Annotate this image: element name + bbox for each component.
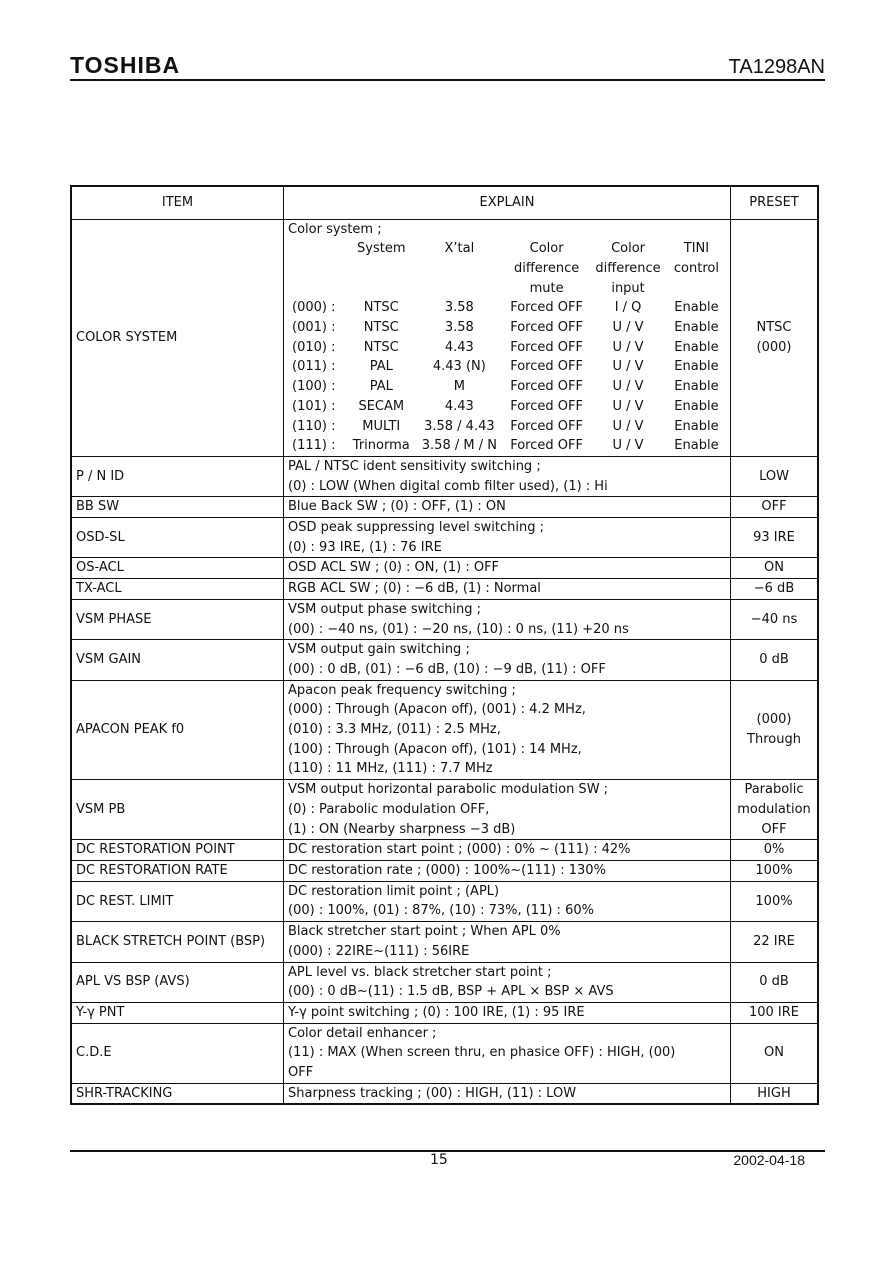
explain-line: VSM output phase switching ; bbox=[288, 601, 481, 617]
explain-line: (000) : Through (Apacon off), (001) : 4.2 MHz, bbox=[288, 702, 586, 718]
explain-line: DC restoration start point ; (000) : 0% ~ (111) : 42% bbox=[288, 842, 631, 858]
preset-cell bbox=[731, 456, 819, 496]
color-system-cell: 4.43 bbox=[444, 339, 474, 355]
color-system-cell: (101) : bbox=[292, 398, 336, 414]
color-system-row bbox=[288, 377, 726, 397]
preset-cell bbox=[731, 1083, 819, 1104]
color-system-cell: Forced OFF bbox=[510, 300, 583, 316]
color-system-cell: input bbox=[611, 280, 645, 296]
color-system-cell: U / V bbox=[612, 379, 644, 395]
explain-cell bbox=[284, 518, 731, 558]
table-row bbox=[71, 497, 818, 518]
color-system-cell: 3.58 / 4.43 bbox=[424, 418, 495, 434]
item-cell: DC RESTORATION RATE bbox=[71, 861, 284, 882]
color-system-cell: (111) : bbox=[292, 438, 336, 454]
preset-line: 100% bbox=[755, 893, 793, 909]
color-system-cell: Enable bbox=[674, 359, 719, 375]
color-system-cell: Forced OFF bbox=[510, 320, 583, 336]
preset-cell bbox=[731, 497, 819, 518]
color-system-row bbox=[288, 318, 726, 338]
color-system-cell: Enable bbox=[674, 320, 719, 336]
color-system-cell: (000) : bbox=[292, 300, 336, 316]
header-explain: EXPLAIN bbox=[284, 186, 731, 219]
explain-line: (11) : MAX (When screen thru, en phasice OFF) : HIGH, (00) bbox=[288, 1045, 676, 1061]
explain-cell bbox=[284, 599, 731, 639]
explain-cell bbox=[284, 1023, 731, 1083]
color-system-cell bbox=[288, 259, 348, 279]
color-system-subtable bbox=[288, 239, 726, 456]
explain-line: (110) : 11 MHz, (111) : 7.7 MHz bbox=[288, 761, 493, 777]
color-system-row bbox=[288, 279, 726, 299]
explain-line: Sharpness tracking ; (00) : HIGH, (11) : LOW bbox=[288, 1085, 577, 1101]
color-system-cell: Forced OFF bbox=[510, 438, 583, 454]
table-row bbox=[71, 640, 818, 680]
color-system-cell: Enable bbox=[674, 438, 719, 454]
color-system-cell bbox=[288, 279, 348, 299]
explain-line: (00) : 0 dB~(11) : 1.5 dB, BSP + APL × BSP × AVS bbox=[288, 984, 614, 1000]
color-system-cell: PAL bbox=[369, 359, 393, 375]
item-cell: VSM PHASE bbox=[71, 599, 284, 639]
explain-line: Blue Back SW ; (0) : OFF, (1) : ON bbox=[288, 499, 506, 515]
color-system-cell: (100) : bbox=[292, 379, 336, 395]
color-system-cell: Forced OFF bbox=[510, 359, 583, 375]
color-system-row bbox=[288, 239, 726, 259]
header-item: ITEM bbox=[71, 186, 284, 219]
color-system-cell: Trinorma bbox=[352, 438, 410, 454]
color-system-cell: X’tal bbox=[444, 241, 475, 257]
preset-line: modulation bbox=[737, 801, 811, 817]
item-cell: APACON PEAK f0 bbox=[71, 680, 284, 780]
explain-cell bbox=[284, 579, 731, 600]
color-system-cell: Forced OFF bbox=[510, 398, 583, 414]
explain-line: Color system ; bbox=[288, 221, 382, 237]
explain-line: Color detail enhancer ; bbox=[288, 1025, 437, 1041]
preset-line: HIGH bbox=[757, 1085, 791, 1101]
color-system-cell bbox=[348, 259, 415, 279]
explain-line: RGB ACL SW ; (0) : −6 dB, (1) : Normal bbox=[288, 581, 541, 597]
color-system-cell: U / V bbox=[612, 398, 644, 414]
preset-line: 100 IRE bbox=[748, 1004, 800, 1020]
color-system-cell: 3.58 bbox=[444, 320, 474, 336]
explain-line: PAL / NTSC ident sensitivity switching ; bbox=[288, 458, 541, 474]
header-preset: PRESET bbox=[731, 186, 819, 219]
explain-line: (100) : Through (Apacon off), (101) : 14 MHz, bbox=[288, 741, 582, 757]
explain-cell bbox=[284, 861, 731, 882]
preset-cell bbox=[731, 962, 819, 1002]
explain-line: (00) : −40 ns, (01) : −20 ns, (10) : 0 ns, (11) +20 ns bbox=[288, 621, 629, 637]
explain-cell bbox=[284, 881, 731, 921]
preset-line: 93 IRE bbox=[753, 529, 795, 545]
preset-line: Parabolic bbox=[744, 782, 804, 798]
color-system-cell: Enable bbox=[674, 339, 719, 355]
table-row bbox=[71, 456, 818, 496]
explain-cell bbox=[284, 1002, 731, 1023]
table-row bbox=[71, 518, 818, 558]
preset-cell bbox=[731, 780, 819, 840]
color-system-cell: Enable bbox=[674, 418, 719, 434]
page-number: 15 bbox=[430, 1152, 448, 1168]
preset-line: 0% bbox=[763, 842, 785, 858]
preset-cell bbox=[731, 680, 819, 780]
explain-cell bbox=[284, 780, 731, 840]
color-system-cell: NTSC bbox=[363, 320, 399, 336]
explain-cell bbox=[284, 1083, 731, 1104]
preset-line: NTSC bbox=[756, 320, 792, 336]
color-system-cell: Forced OFF bbox=[510, 339, 583, 355]
explain-cell bbox=[284, 558, 731, 579]
preset-cell bbox=[731, 1023, 819, 1083]
color-system-cell: difference bbox=[595, 260, 661, 276]
color-system-row bbox=[288, 259, 726, 279]
color-system-cell: Forced OFF bbox=[510, 418, 583, 434]
table-row bbox=[71, 780, 818, 840]
preset-cell bbox=[731, 579, 819, 600]
preset-cell bbox=[731, 840, 819, 861]
explain-cell bbox=[284, 840, 731, 861]
preset-line: OFF bbox=[761, 821, 787, 837]
item-cell: VSM PB bbox=[71, 780, 284, 840]
table-row bbox=[71, 861, 818, 882]
preset-line: LOW bbox=[759, 468, 789, 484]
color-system-cell bbox=[415, 279, 504, 299]
document-date: 2002-04-18 bbox=[733, 1152, 805, 1168]
preset-line: 22 IRE bbox=[753, 933, 795, 949]
table-row bbox=[71, 680, 818, 780]
color-system-cell: TINI bbox=[683, 241, 710, 257]
preset-cell bbox=[731, 881, 819, 921]
item-cell: C.D.E bbox=[71, 1023, 284, 1083]
explain-cell bbox=[284, 219, 731, 456]
explain-line: (1) : ON (Nearby sharpness −3 dB) bbox=[288, 821, 516, 837]
table-row bbox=[71, 599, 818, 639]
explain-line: OSD peak suppressing level switching ; bbox=[288, 520, 545, 536]
preset-line: ON bbox=[764, 560, 784, 576]
item-cell: APL VS BSP (AVS) bbox=[71, 962, 284, 1002]
preset-cell bbox=[731, 518, 819, 558]
color-system-cell: difference bbox=[513, 260, 580, 276]
preset-cell bbox=[731, 599, 819, 639]
color-system-cell: 4.43 bbox=[444, 398, 474, 414]
preset-line: −6 dB bbox=[753, 581, 795, 597]
color-system-cell: MULTI bbox=[362, 418, 401, 434]
table-row bbox=[71, 922, 818, 962]
color-system-cell bbox=[348, 279, 415, 299]
preset-line: (000) bbox=[756, 339, 792, 355]
preset-cell bbox=[731, 219, 819, 456]
explain-line: DC restoration limit point ; (APL) bbox=[288, 883, 500, 899]
color-system-cell: (011) : bbox=[292, 359, 336, 375]
color-system-cell: I / Q bbox=[614, 300, 642, 316]
explain-line: (0) : 93 IRE, (1) : 76 IRE bbox=[288, 539, 442, 555]
preset-line: (000) bbox=[756, 712, 792, 728]
explain-cell bbox=[284, 640, 731, 680]
item-cell: OSD-SL bbox=[71, 518, 284, 558]
color-system-row bbox=[288, 298, 726, 318]
preset-cell bbox=[731, 558, 819, 579]
explain-line: OSD ACL SW ; (0) : ON, (1) : OFF bbox=[288, 560, 500, 576]
color-system-cell: U / V bbox=[612, 438, 644, 454]
preset-cell bbox=[731, 640, 819, 680]
color-system-cell: Enable bbox=[674, 398, 719, 414]
header-rule bbox=[70, 79, 825, 81]
preset-line: ON bbox=[764, 1045, 784, 1061]
explain-line: APL level vs. black stretcher start point ; bbox=[288, 964, 552, 980]
color-system-cell: NTSC bbox=[363, 300, 399, 316]
explain-line: VSM output gain switching ; bbox=[288, 642, 470, 658]
color-system-cell: U / V bbox=[612, 339, 644, 355]
preset-line: OFF bbox=[761, 499, 787, 515]
color-system-cell: M bbox=[453, 379, 465, 395]
item-cell: OS-ACL bbox=[71, 558, 284, 579]
color-system-cell: SECAM bbox=[358, 398, 405, 414]
preset-line: 0 dB bbox=[759, 652, 789, 668]
color-system-row bbox=[288, 436, 726, 456]
color-system-cell: System bbox=[357, 241, 406, 257]
color-system-cell: mute bbox=[529, 280, 564, 296]
color-system-row bbox=[288, 338, 726, 358]
color-system-row bbox=[288, 357, 726, 377]
color-system-cell: Enable bbox=[674, 300, 719, 316]
table-row bbox=[71, 840, 818, 861]
preset-cell bbox=[731, 1002, 819, 1023]
explain-cell bbox=[284, 962, 731, 1002]
explain-line: (0) : LOW (When digital comb filter used), (1) : Hi bbox=[288, 478, 608, 494]
color-system-cell bbox=[288, 239, 348, 259]
item-cell: COLOR SYSTEM bbox=[71, 219, 284, 456]
part-number: TA1298AN bbox=[728, 56, 825, 78]
preset-line: 0 dB bbox=[759, 974, 789, 990]
preset-line: −40 ns bbox=[750, 611, 798, 627]
color-system-cell: U / V bbox=[612, 359, 644, 375]
color-system-cell: 3.58 / M / N bbox=[421, 438, 497, 454]
table-row bbox=[71, 1023, 818, 1083]
color-system-cell: (001) : bbox=[292, 320, 336, 336]
item-cell: TX-ACL bbox=[71, 579, 284, 600]
color-system-cell: 4.43 (N) bbox=[432, 359, 486, 375]
explain-cell bbox=[284, 680, 731, 780]
preset-cell bbox=[731, 922, 819, 962]
table-header-row bbox=[71, 186, 818, 219]
explain-cell bbox=[284, 497, 731, 518]
explain-line: Y-γ point switching ; (0) : 100 IRE, (1) : 95 IRE bbox=[288, 1004, 585, 1020]
preset-cell bbox=[731, 861, 819, 882]
brand-logo: TOSHIBA bbox=[70, 52, 181, 78]
explain-line: OFF bbox=[288, 1065, 314, 1081]
explain-line: DC restoration rate ; (000) : 100%~(111) : 130% bbox=[288, 863, 606, 878]
color-system-cell: Enable bbox=[674, 379, 719, 395]
item-cell: DC REST. LIMIT bbox=[71, 881, 284, 921]
preset-line: Through bbox=[747, 731, 801, 747]
color-system-cell: Color bbox=[611, 241, 646, 257]
color-system-cell bbox=[667, 279, 726, 299]
register-spec-table bbox=[70, 185, 819, 1105]
item-cell: SHR-TRACKING bbox=[71, 1083, 284, 1104]
table-row bbox=[71, 579, 818, 600]
item-cell: P / N ID bbox=[71, 456, 284, 496]
item-cell: BB SW bbox=[71, 497, 284, 518]
item-cell: VSM GAIN bbox=[71, 640, 284, 680]
table-row bbox=[71, 962, 818, 1002]
explain-cell bbox=[284, 922, 731, 962]
explain-cell bbox=[284, 456, 731, 496]
item-cell: Y-γ PNT bbox=[71, 1002, 284, 1023]
explain-line: Black stretcher start point ; When APL 0% bbox=[288, 924, 561, 940]
color-system-cell: control bbox=[673, 260, 719, 276]
explain-line: (0) : Parabolic modulation OFF, bbox=[288, 801, 490, 817]
color-system-row bbox=[288, 417, 726, 437]
explain-line: (000) : 22IRE~(111) : 56IRE bbox=[288, 943, 470, 959]
explain-line: (00) : 0 dB, (01) : −6 dB, (10) : −9 dB, (11) : OFF bbox=[288, 661, 606, 677]
table-row bbox=[71, 1002, 818, 1023]
color-system-cell: (010) : bbox=[292, 339, 336, 355]
color-system-cell: Color bbox=[529, 241, 564, 257]
explain-line: (00) : 100%, (01) : 87%, (10) : 73%, (11) : 60% bbox=[288, 903, 594, 919]
explain-line: VSM output horizontal parabolic modulation SW ; bbox=[288, 782, 609, 798]
color-system-row bbox=[288, 397, 726, 417]
explain-line: Apacon peak frequency switching ; bbox=[288, 682, 516, 698]
color-system-cell: 3.58 bbox=[444, 300, 474, 316]
color-system-cell: U / V bbox=[612, 320, 644, 336]
table-row bbox=[71, 558, 818, 579]
color-system-cell: Forced OFF bbox=[510, 379, 583, 395]
color-system-cell: U / V bbox=[612, 418, 644, 434]
explain-line: (010) : 3.3 MHz, (011) : 2.5 MHz, bbox=[288, 722, 501, 738]
table-row bbox=[71, 1083, 818, 1104]
color-system-cell: NTSC bbox=[363, 339, 399, 355]
preset-line: 100% bbox=[755, 863, 793, 878]
table-row bbox=[71, 881, 818, 921]
color-system-cell: PAL bbox=[369, 379, 393, 395]
item-cell: BLACK STRETCH POINT (BSP) bbox=[71, 922, 284, 962]
item-cell: DC RESTORATION POINT bbox=[71, 840, 284, 861]
color-system-cell: (110) : bbox=[292, 418, 336, 434]
table-row-color-system bbox=[71, 219, 818, 456]
color-system-cell bbox=[415, 259, 504, 279]
